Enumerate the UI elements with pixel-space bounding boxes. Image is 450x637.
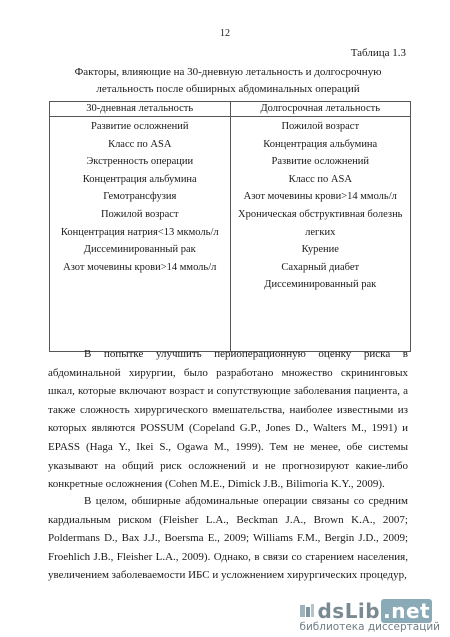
list-item: Класс по ASA — [108, 138, 172, 150]
list-item: Азот мочевины крови>14 ммоль/л — [63, 261, 217, 273]
list-item: Пожилой возраст — [281, 121, 360, 132]
col-long-term — [230, 117, 411, 352]
page-number: 12 — [220, 28, 230, 39]
header-30-day: 30-дневная летальность — [50, 102, 231, 117]
list-item: Диссеминированный рак — [83, 244, 196, 256]
caption-line-1: Факторы, влияющие на 30-дневную летальность и долгосрочную — [74, 66, 382, 78]
dslib-logo-icon — [299, 603, 315, 619]
list-item: Гемотрансфузия — [103, 191, 177, 203]
caption-line-2: летальность после обширных абдоминальных операций — [96, 83, 360, 95]
list-item: Пожилой возраст — [100, 208, 179, 220]
list-item: Хроническая обструктивная болезнь — [238, 208, 403, 220]
list-item: легких — [305, 226, 336, 238]
list-item: Концентрация альбумина — [263, 138, 378, 150]
col-30-day — [50, 117, 231, 352]
list-item: Диссеминированный рак — [264, 279, 377, 291]
list-item: Концентрация натрия<13 мкмоль/л — [60, 226, 219, 238]
paragraph-2: В целом, обширные абдоминальные операции связаны со средним кардиальным риском (Fleisher L.A., Beckman J.A., Brown K.A., 2007; Poldermans D., Bax J.J., Boersma E., 2009; Williams F.M., Bergin J.D., 2009; Froehlich J.B., Fleisher L.A., 2009). Однако, в связи со старением населения, увеличением заболеваемости ИБС и усложнением хирургических процедур, — [48, 495, 408, 582]
list-item: Азот мочевины крови>14 ммоль/л — [243, 191, 397, 203]
table-caption — [48, 64, 408, 98]
list-item: Концентрация альбумина — [82, 173, 197, 185]
list-item: Развитие осложнений — [90, 121, 189, 132]
list-item: Курение — [301, 244, 339, 256]
list-item: Класс по ASA — [288, 173, 352, 185]
watermark-brand: dsLib .net — [317, 599, 431, 623]
watermark-subtitle: библиотека диссертаций — [299, 621, 440, 633]
list-item: Сахарный диабет — [281, 261, 360, 273]
watermark[interactable] — [299, 600, 440, 633]
paragraph-1: В попытке улучшить периоперационную оценку риска в абдоминальной хирургии, было разработано множество скрининговых шкал, которые включают возраст и сопутствующие заболевания пациента, а также сложность хирургического вмешательства, наиболее известными из которых являются POSSUM (Copeland G.P., Jones D., Walters M., 1991) и EPASS (Haga Y., Ikei S., Ogawa M., 1999). Тем не менее, обе системы указывают на общий риск осложнений и не прогнозируют какие-либо конкретные осложнения (Cohen M.E., Dimick J.B., Bilimoria K.Y., 2009). — [48, 348, 408, 491]
header-long-term: Долгосрочная летальность — [230, 102, 411, 117]
list-item: Экстренность операции — [86, 156, 194, 168]
table-label: Таблица 1.3 — [350, 47, 406, 59]
table-header-row — [50, 102, 411, 117]
factors-table — [49, 101, 411, 352]
list-item: Развитие осложнений — [271, 156, 369, 168]
table-body-row — [50, 117, 411, 352]
